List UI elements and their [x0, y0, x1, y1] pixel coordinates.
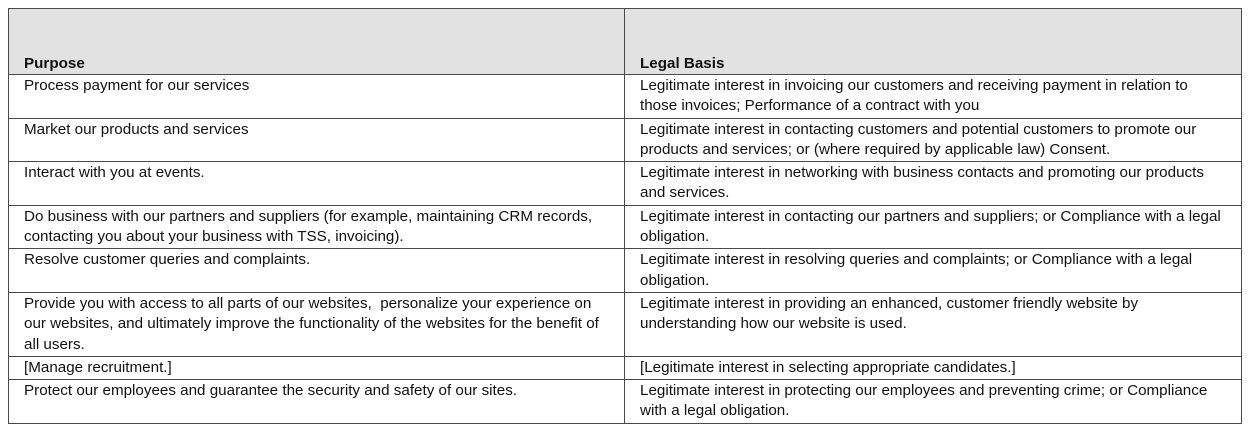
legal-basis-cell: Legitimate interest in providing an enhanced, customer friendly website by understanding how our website is used. — [625, 292, 1242, 356]
table-row — [9, 118, 1242, 162]
legal-basis-cell: Legitimate interest in contacting customers and potential customers to promote our products and services; or (where required by applicable law) Consent. — [625, 118, 1242, 162]
purpose-cell: Interact with you at events. — [9, 162, 625, 206]
table-row — [9, 292, 1242, 356]
legal-basis-cell: [Legitimate interest in selecting appropriate candidates.] — [625, 356, 1242, 379]
table-row — [9, 75, 1242, 119]
legal-basis-cell: Legitimate interest in resolving queries and complaints; or Compliance with a legal obligation. — [625, 249, 1242, 293]
purpose-cell: [Manage recruitment.] — [9, 356, 625, 379]
purpose-cell: Protect our employees and guarantee the security and safety of our sites. — [9, 380, 625, 424]
purpose-cell: Do business with our partners and suppliers (for example, maintaining CRM records, contacting you about your business with TSS, invoicing). — [9, 205, 625, 249]
purpose-cell: Provide you with access to all parts of our websites, personalize your experience on our websites, and ultimately improve the functionality of the websites for the benefit of all users. — [9, 292, 625, 356]
table-row — [9, 249, 1242, 293]
legal-basis-cell: Legitimate interest in contacting our partners and suppliers; or Compliance with a legal obligation. — [625, 205, 1242, 249]
table-row — [9, 356, 1242, 379]
legal-basis-cell: Legitimate interest in invoicing our customers and receiving payment in relation to those invoices; Performance of a contract with you — [625, 75, 1242, 119]
header-legal-basis: Legal Basis — [625, 9, 1242, 75]
header-purpose: Purpose — [9, 9, 625, 75]
legal-basis-cell: Legitimate interest in protecting our employees and preventing crime; or Compliance with a legal obligation. — [625, 380, 1242, 424]
legal-basis-cell: Legitimate interest in networking with business contacts and promoting our products and services. — [625, 162, 1242, 206]
purpose-cell: Process payment for our services — [9, 75, 625, 119]
purpose-legal-basis-table — [8, 8, 1242, 424]
table-row — [9, 162, 1242, 206]
table-row — [9, 205, 1242, 249]
purpose-cell: Resolve customer queries and complaints. — [9, 249, 625, 293]
table-header-row — [9, 9, 1242, 75]
purpose-cell: Market our products and services — [9, 118, 625, 162]
document-page — [8, 8, 1242, 424]
table-row — [9, 380, 1242, 424]
